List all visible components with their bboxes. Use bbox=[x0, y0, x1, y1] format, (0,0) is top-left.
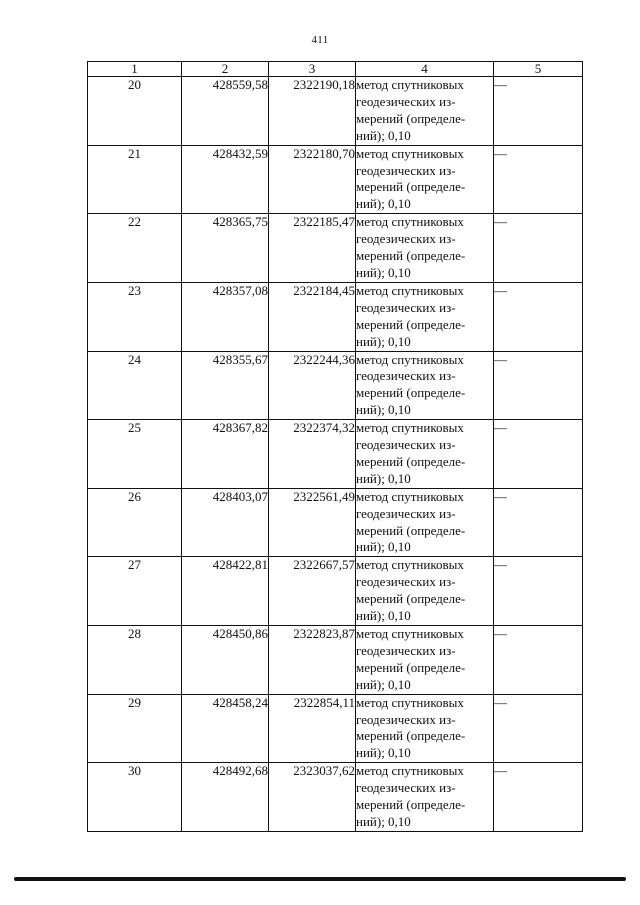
method-line: метод спутниковых bbox=[356, 77, 464, 92]
method-description bbox=[356, 694, 494, 763]
method-line: геодезических из- bbox=[356, 299, 456, 315]
coordinate-y: 2322185,47 bbox=[269, 214, 356, 283]
method-description bbox=[356, 77, 494, 146]
coordinate-y: 2322561,49 bbox=[269, 488, 356, 557]
coordinate-x: 428365,75 bbox=[182, 214, 269, 283]
column-header-1: 1 bbox=[88, 62, 182, 77]
note-dash: — bbox=[494, 77, 583, 146]
method-line: ний); 0,10 bbox=[356, 470, 411, 486]
method-line: ний); 0,10 bbox=[356, 333, 411, 349]
table-row bbox=[88, 351, 583, 420]
method-line: ний); 0,10 bbox=[356, 608, 411, 624]
coordinates-table bbox=[87, 61, 583, 832]
method-line: геодезических из- bbox=[356, 231, 456, 247]
method-line: ний); 0,10 bbox=[356, 745, 411, 761]
page-number: 411 bbox=[311, 34, 329, 46]
coordinate-y: 2322180,70 bbox=[269, 145, 356, 214]
method-description bbox=[356, 488, 494, 557]
note-dash: — bbox=[494, 214, 583, 283]
coordinate-x: 428432,59 bbox=[182, 145, 269, 214]
method-line: ний); 0,10 bbox=[356, 402, 411, 418]
note-dash: — bbox=[494, 282, 583, 351]
coordinate-x: 428559,58 bbox=[182, 77, 269, 146]
method-line: геодезических из- bbox=[356, 368, 456, 384]
method-line: метод спутниковых bbox=[356, 626, 464, 641]
table-row bbox=[88, 282, 583, 351]
note-dash: — bbox=[494, 557, 583, 626]
method-description bbox=[356, 626, 494, 695]
note-dash: — bbox=[494, 626, 583, 695]
method-line: мерений (определе- bbox=[356, 728, 466, 744]
note-dash: — bbox=[494, 351, 583, 420]
table-row bbox=[88, 763, 583, 832]
method-description bbox=[356, 557, 494, 626]
column-header-5: 5 bbox=[494, 62, 583, 77]
point-number: 24 bbox=[88, 351, 182, 420]
coordinate-x: 428458,24 bbox=[182, 694, 269, 763]
header-row bbox=[88, 62, 583, 77]
method-description bbox=[356, 420, 494, 489]
coordinate-y: 2322823,87 bbox=[269, 626, 356, 695]
point-number: 27 bbox=[88, 557, 182, 626]
coordinate-x: 428367,82 bbox=[182, 420, 269, 489]
coordinate-x: 428492,68 bbox=[182, 763, 269, 832]
coordinate-x: 428357,08 bbox=[182, 282, 269, 351]
table-row bbox=[88, 626, 583, 695]
point-number: 26 bbox=[88, 488, 182, 557]
method-description bbox=[356, 763, 494, 832]
method-line: мерений (определе- bbox=[356, 797, 466, 813]
point-number: 30 bbox=[88, 763, 182, 832]
method-line: геодезических из- bbox=[356, 574, 456, 590]
method-description bbox=[356, 145, 494, 214]
point-number: 29 bbox=[88, 694, 182, 763]
method-line: геодезических из- bbox=[356, 711, 456, 727]
method-description bbox=[356, 282, 494, 351]
method-line: метод спутниковых bbox=[356, 557, 464, 573]
point-number: 28 bbox=[88, 626, 182, 695]
method-line: геодезических из- bbox=[356, 780, 456, 796]
method-line: геодезических из- bbox=[356, 162, 456, 178]
coordinate-y: 2322374,32 bbox=[269, 420, 356, 489]
method-line: мерений (определе- bbox=[356, 385, 466, 401]
method-line: метод спутниковых bbox=[356, 694, 464, 710]
coordinate-x: 428422,81 bbox=[182, 557, 269, 626]
method-line: метод спутниковых bbox=[356, 420, 464, 436]
method-line: геодезических из- bbox=[356, 93, 456, 109]
method-line: мерений (определе- bbox=[356, 248, 466, 264]
method-line: мерений (определе- bbox=[356, 522, 466, 538]
table-row bbox=[88, 694, 583, 763]
note-dash: — bbox=[494, 488, 583, 557]
point-number: 23 bbox=[88, 282, 182, 351]
table-row bbox=[88, 420, 583, 489]
coordinate-y: 2322854,11 bbox=[269, 694, 356, 763]
method-line: мерений (определе- bbox=[356, 179, 466, 195]
coordinate-y: 2322190,18 bbox=[269, 77, 356, 146]
note-dash: — bbox=[494, 420, 583, 489]
method-line: мерений (определе- bbox=[356, 453, 466, 469]
point-number: 22 bbox=[88, 214, 182, 283]
coordinate-x: 428355,67 bbox=[182, 351, 269, 420]
bottom-rule bbox=[14, 877, 626, 881]
method-line: геодезических из- bbox=[356, 642, 456, 658]
coordinate-x: 428403,07 bbox=[182, 488, 269, 557]
method-line: ний); 0,10 bbox=[356, 196, 411, 212]
method-line: ний); 0,10 bbox=[356, 539, 411, 555]
method-line: метод спутниковых bbox=[356, 145, 464, 161]
method-line: мерений (определе- bbox=[356, 316, 466, 332]
column-header-4: 4 bbox=[356, 62, 494, 77]
table-row bbox=[88, 145, 583, 214]
method-line: ний); 0,10 bbox=[356, 813, 411, 829]
coordinate-y: 2322244,36 bbox=[269, 351, 356, 420]
method-line: мерений (определе- bbox=[356, 110, 466, 126]
note-dash: — bbox=[494, 763, 583, 832]
coordinate-y: 2323037,62 bbox=[269, 763, 356, 832]
method-description bbox=[356, 351, 494, 420]
table-header bbox=[88, 62, 583, 77]
method-line: ний); 0,10 bbox=[356, 127, 411, 143]
coordinate-x: 428450,86 bbox=[182, 626, 269, 695]
note-dash: — bbox=[494, 145, 583, 214]
coordinate-y: 2322184,45 bbox=[269, 282, 356, 351]
method-line: метод спутниковых bbox=[356, 763, 464, 779]
table-row bbox=[88, 214, 583, 283]
table-row bbox=[88, 77, 583, 146]
method-description bbox=[356, 214, 494, 283]
note-dash: — bbox=[494, 694, 583, 763]
method-line: метод спутниковых bbox=[356, 488, 464, 504]
coordinate-y: 2322667,57 bbox=[269, 557, 356, 626]
method-line: геодезических из- bbox=[356, 505, 456, 521]
table-row bbox=[88, 488, 583, 557]
table-row bbox=[88, 557, 583, 626]
point-number: 21 bbox=[88, 145, 182, 214]
table-body bbox=[88, 77, 583, 832]
column-header-2: 2 bbox=[182, 62, 269, 77]
method-line: мерений (определе- bbox=[356, 591, 466, 607]
column-header-3: 3 bbox=[269, 62, 356, 77]
method-line: ний); 0,10 bbox=[356, 676, 411, 692]
point-number: 20 bbox=[88, 77, 182, 146]
point-number: 25 bbox=[88, 420, 182, 489]
method-line: метод спутниковых bbox=[356, 351, 464, 367]
method-line: метод спутниковых bbox=[356, 282, 464, 298]
method-line: геодезических из- bbox=[356, 437, 456, 453]
method-line: метод спутниковых bbox=[356, 214, 464, 230]
method-line: мерений (определе- bbox=[356, 659, 466, 675]
method-line: ний); 0,10 bbox=[356, 264, 411, 280]
